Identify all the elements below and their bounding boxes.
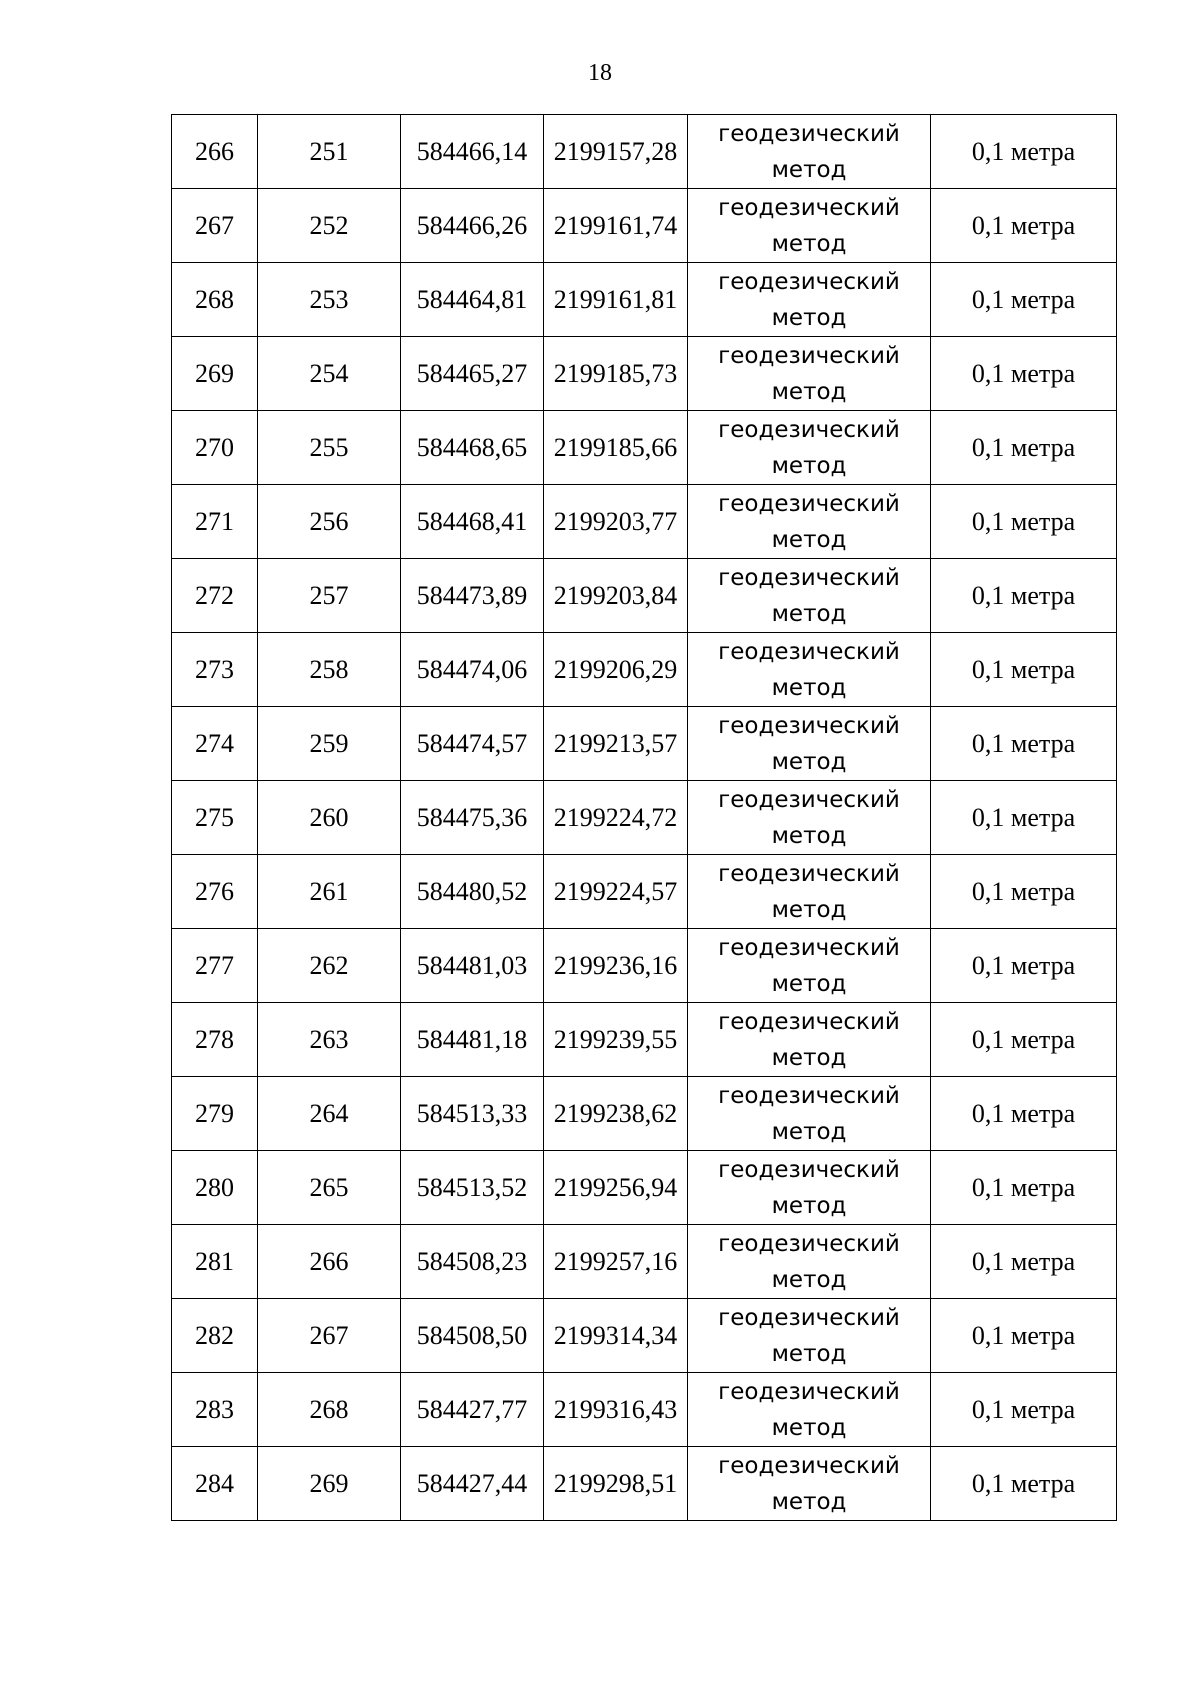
- method-cell: [688, 707, 931, 781]
- x-coordinate-cell: 584464,81: [401, 263, 544, 337]
- x-coordinate-cell: 584508,50: [401, 1299, 544, 1373]
- y-coordinate-cell: 2199236,16: [544, 929, 688, 1003]
- method-text: геодезический: [718, 194, 900, 221]
- point-number-cell: 262: [258, 929, 401, 1003]
- method-text: геодезический: [718, 1008, 900, 1035]
- accuracy-cell: 0,1 метра: [931, 1447, 1117, 1521]
- point-number-cell: 269: [258, 1447, 401, 1521]
- point-number-cell: 252: [258, 189, 401, 263]
- method-text: метод: [771, 822, 847, 849]
- method-text: метод: [771, 230, 847, 257]
- y-coordinate-cell: 2199185,73: [544, 337, 688, 411]
- y-coordinate-cell: 2199203,77: [544, 485, 688, 559]
- point-number-cell: 258: [258, 633, 401, 707]
- x-coordinate-cell: 584427,44: [401, 1447, 544, 1521]
- table-row: [172, 781, 1117, 855]
- method-text: метод: [771, 1266, 847, 1293]
- accuracy-cell: 0,1 метра: [931, 263, 1117, 337]
- accuracy-cell: 0,1 метра: [931, 707, 1117, 781]
- accuracy-cell: 0,1 метра: [931, 929, 1117, 1003]
- row-number-cell: 278: [172, 1003, 258, 1077]
- table-row: [172, 1151, 1117, 1225]
- y-coordinate-cell: 2199224,57: [544, 855, 688, 929]
- y-coordinate-cell: 2199224,72: [544, 781, 688, 855]
- point-number-cell: 257: [258, 559, 401, 633]
- x-coordinate-cell: 584481,03: [401, 929, 544, 1003]
- row-number-cell: 270: [172, 411, 258, 485]
- table-row: [172, 337, 1117, 411]
- x-coordinate-cell: 584468,65: [401, 411, 544, 485]
- point-number-cell: 267: [258, 1299, 401, 1373]
- method-text: геодезический: [718, 268, 900, 295]
- point-number-cell: 254: [258, 337, 401, 411]
- method-cell: [688, 411, 931, 485]
- x-coordinate-cell: 584508,23: [401, 1225, 544, 1299]
- method-text: метод: [771, 748, 847, 775]
- row-number-cell: 274: [172, 707, 258, 781]
- method-text: геодезический: [718, 786, 900, 813]
- method-cell: [688, 189, 931, 263]
- row-number-cell: 277: [172, 929, 258, 1003]
- row-number-cell: 276: [172, 855, 258, 929]
- method-cell: [688, 1447, 931, 1521]
- x-coordinate-cell: 584473,89: [401, 559, 544, 633]
- accuracy-cell: 0,1 метра: [931, 559, 1117, 633]
- method-text: геодезический: [718, 120, 900, 147]
- row-number-cell: 273: [172, 633, 258, 707]
- accuracy-cell: 0,1 метра: [931, 411, 1117, 485]
- method-cell: [688, 633, 931, 707]
- method-text: метод: [771, 1488, 847, 1515]
- table-row: [172, 485, 1117, 559]
- method-cell: [688, 485, 931, 559]
- method-text: геодезический: [718, 1156, 900, 1183]
- accuracy-cell: 0,1 метра: [931, 1077, 1117, 1151]
- method-text: метод: [771, 1414, 847, 1441]
- method-cell: [688, 337, 931, 411]
- method-text: геодезический: [718, 564, 900, 591]
- accuracy-cell: 0,1 метра: [931, 1373, 1117, 1447]
- point-number-cell: 260: [258, 781, 401, 855]
- table-row: [172, 263, 1117, 337]
- method-text: геодезический: [718, 1378, 900, 1405]
- table-row: [172, 929, 1117, 1003]
- method-cell: [688, 1077, 931, 1151]
- y-coordinate-cell: 2199161,81: [544, 263, 688, 337]
- method-cell: [688, 1225, 931, 1299]
- accuracy-cell: 0,1 метра: [931, 1225, 1117, 1299]
- x-coordinate-cell: 584466,14: [401, 115, 544, 189]
- point-number-cell: 265: [258, 1151, 401, 1225]
- method-text: метод: [771, 378, 847, 405]
- accuracy-cell: 0,1 метра: [931, 115, 1117, 189]
- method-text: метод: [771, 526, 847, 553]
- method-text: метод: [771, 896, 847, 923]
- method-text: геодезический: [718, 342, 900, 369]
- point-number-cell: 263: [258, 1003, 401, 1077]
- method-text: геодезический: [718, 1452, 900, 1479]
- method-text: геодезический: [718, 490, 900, 517]
- row-number-cell: 281: [172, 1225, 258, 1299]
- accuracy-cell: 0,1 метра: [931, 1003, 1117, 1077]
- accuracy-cell: 0,1 метра: [931, 189, 1117, 263]
- method-cell: [688, 559, 931, 633]
- method-text: метод: [771, 452, 847, 479]
- point-number-cell: 251: [258, 115, 401, 189]
- accuracy-cell: 0,1 метра: [931, 633, 1117, 707]
- y-coordinate-cell: 2199206,29: [544, 633, 688, 707]
- y-coordinate-cell: 2199257,16: [544, 1225, 688, 1299]
- x-coordinate-cell: 584513,52: [401, 1151, 544, 1225]
- table-row: [172, 1077, 1117, 1151]
- point-number-cell: 266: [258, 1225, 401, 1299]
- method-text: геодезический: [718, 416, 900, 443]
- table-row: [172, 1003, 1117, 1077]
- method-text: геодезический: [718, 860, 900, 887]
- x-coordinate-cell: 584474,06: [401, 633, 544, 707]
- y-coordinate-cell: 2199238,62: [544, 1077, 688, 1151]
- y-coordinate-cell: 2199314,34: [544, 1299, 688, 1373]
- method-cell: [688, 781, 931, 855]
- point-number-cell: 264: [258, 1077, 401, 1151]
- method-text: геодезический: [718, 1082, 900, 1109]
- row-number-cell: 284: [172, 1447, 258, 1521]
- table-row: [172, 1373, 1117, 1447]
- row-number-cell: 282: [172, 1299, 258, 1373]
- table-row: [172, 559, 1117, 633]
- row-number-cell: 268: [172, 263, 258, 337]
- table-row: [172, 115, 1117, 189]
- x-coordinate-cell: 584513,33: [401, 1077, 544, 1151]
- method-text: геодезический: [718, 1230, 900, 1257]
- y-coordinate-cell: 2199203,84: [544, 559, 688, 633]
- coordinates-table: [171, 114, 1117, 1521]
- row-number-cell: 280: [172, 1151, 258, 1225]
- point-number-cell: 255: [258, 411, 401, 485]
- x-coordinate-cell: 584481,18: [401, 1003, 544, 1077]
- method-cell: [688, 1373, 931, 1447]
- y-coordinate-cell: 2199157,28: [544, 115, 688, 189]
- accuracy-cell: 0,1 метра: [931, 337, 1117, 411]
- method-text: метод: [771, 1192, 847, 1219]
- y-coordinate-cell: 2199239,55: [544, 1003, 688, 1077]
- table-row: [172, 189, 1117, 263]
- accuracy-cell: 0,1 метра: [931, 485, 1117, 559]
- method-text: геодезический: [718, 934, 900, 961]
- accuracy-cell: 0,1 метра: [931, 1151, 1117, 1225]
- method-text: метод: [771, 600, 847, 627]
- method-cell: [688, 1299, 931, 1373]
- x-coordinate-cell: 584480,52: [401, 855, 544, 929]
- method-text: метод: [771, 1340, 847, 1367]
- x-coordinate-cell: 584427,77: [401, 1373, 544, 1447]
- row-number-cell: 267: [172, 189, 258, 263]
- point-number-cell: 268: [258, 1373, 401, 1447]
- x-coordinate-cell: 584475,36: [401, 781, 544, 855]
- page-number: 18: [588, 60, 612, 86]
- table-row: [172, 707, 1117, 781]
- method-cell: [688, 1151, 931, 1225]
- y-coordinate-cell: 2199316,43: [544, 1373, 688, 1447]
- y-coordinate-cell: 2199256,94: [544, 1151, 688, 1225]
- table-row: [172, 1299, 1117, 1373]
- row-number-cell: 272: [172, 559, 258, 633]
- x-coordinate-cell: 584466,26: [401, 189, 544, 263]
- method-text: геодезический: [718, 712, 900, 739]
- y-coordinate-cell: 2199161,74: [544, 189, 688, 263]
- method-cell: [688, 1003, 931, 1077]
- method-text: метод: [771, 156, 847, 183]
- row-number-cell: 283: [172, 1373, 258, 1447]
- table-row: [172, 1447, 1117, 1521]
- x-coordinate-cell: 584465,27: [401, 337, 544, 411]
- method-text: метод: [771, 674, 847, 701]
- y-coordinate-cell: 2199298,51: [544, 1447, 688, 1521]
- method-text: метод: [771, 1044, 847, 1071]
- method-cell: [688, 855, 931, 929]
- method-text: метод: [771, 970, 847, 997]
- method-text: геодезический: [718, 1304, 900, 1331]
- row-number-cell: 266: [172, 115, 258, 189]
- table-row: [172, 411, 1117, 485]
- point-number-cell: 256: [258, 485, 401, 559]
- point-number-cell: 259: [258, 707, 401, 781]
- table-row: [172, 633, 1117, 707]
- y-coordinate-cell: 2199185,66: [544, 411, 688, 485]
- point-number-cell: 253: [258, 263, 401, 337]
- coordinates-table-body: [172, 115, 1117, 1521]
- method-text: геодезический: [718, 638, 900, 665]
- accuracy-cell: 0,1 метра: [931, 1299, 1117, 1373]
- table-row: [172, 855, 1117, 929]
- method-text: метод: [771, 1118, 847, 1145]
- row-number-cell: 269: [172, 337, 258, 411]
- row-number-cell: 279: [172, 1077, 258, 1151]
- method-cell: [688, 263, 931, 337]
- method-text: метод: [771, 304, 847, 331]
- table-row: [172, 1225, 1117, 1299]
- x-coordinate-cell: 584474,57: [401, 707, 544, 781]
- row-number-cell: 275: [172, 781, 258, 855]
- y-coordinate-cell: 2199213,57: [544, 707, 688, 781]
- method-cell: [688, 115, 931, 189]
- accuracy-cell: 0,1 метра: [931, 781, 1117, 855]
- method-cell: [688, 929, 931, 1003]
- row-number-cell: 271: [172, 485, 258, 559]
- point-number-cell: 261: [258, 855, 401, 929]
- x-coordinate-cell: 584468,41: [401, 485, 544, 559]
- accuracy-cell: 0,1 метра: [931, 855, 1117, 929]
